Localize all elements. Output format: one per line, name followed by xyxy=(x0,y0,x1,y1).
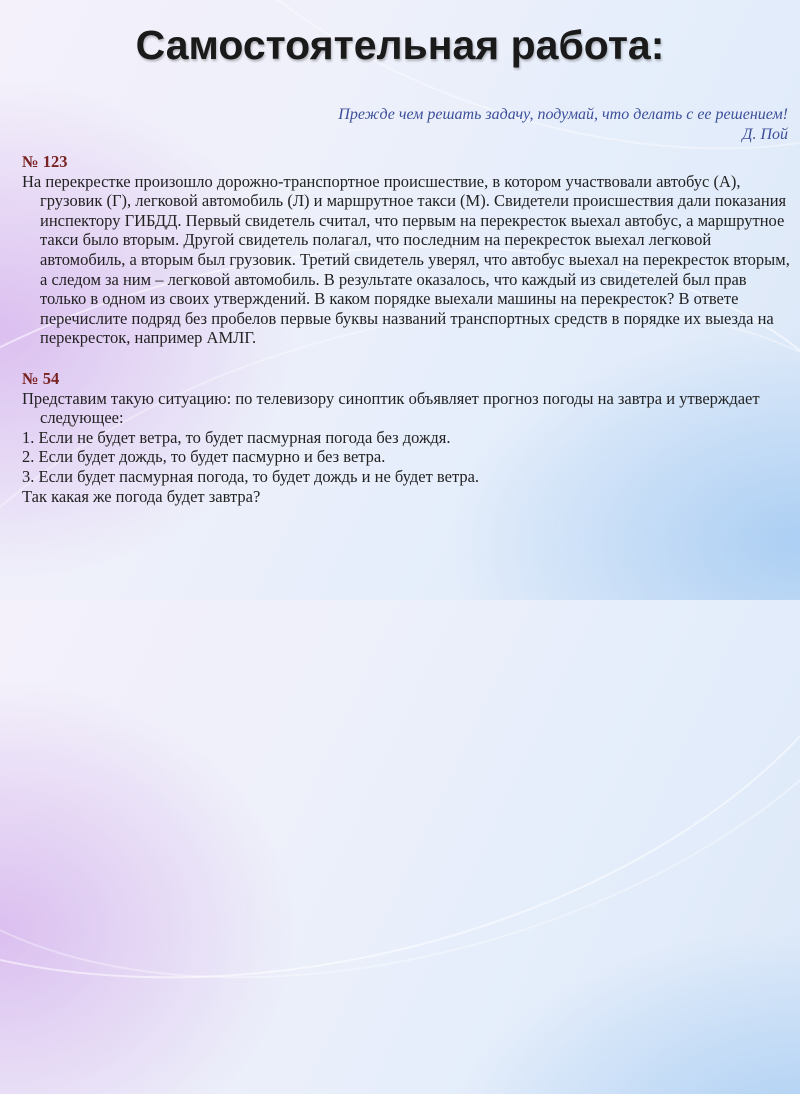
epigraph xyxy=(168,105,788,145)
task-intro: Представим такую ситуацию: по телевизору синоптик объявляет прогноз погоды на завтра и утверждает следующее: xyxy=(22,388,760,428)
task-number: № 123 xyxy=(22,152,68,171)
slide-title: Самостоятельная работа: xyxy=(135,22,665,68)
statement-3: 3. Если будет пасмурная погода, то будет дождь и не будет ветра. xyxy=(22,466,480,486)
slide-content xyxy=(22,152,792,506)
epigraph-author: Д. Пой xyxy=(742,126,788,143)
statement-2: 2. Если будет дождь, то будет пасмурно и без ветра. xyxy=(22,447,386,467)
task-123 xyxy=(22,152,792,348)
epigraph-quote: Прежде чем решать задачу, подумай, что делать с ее решением! xyxy=(338,106,788,123)
task-number: № 54 xyxy=(22,368,60,388)
task-text: На перекрестке произошло дорожно-транспортное происшествие, в котором участвовали автобус (А), грузовик (Г), легковой автомобиль (Л) и маршрутное такси (М). Свидетели происшествия дали показания инспектору ГИБДД. Первый свидетель считал, что первым на перекресток выехал автобус, а маршрутное такси было вторым. Другой свидетель полагал, что последним на перекресток выехал легковой автомобиль, а вторым был грузовик. Третий свидетель уверял, что автобус выехал на перекресток вторым, а следом за ним – легковой автомобиль. В результате оказалось, что каждый из свидетелей был прав только в одном из своих утверждений. В каком порядке выехали машины на перекресток? В ответе перечислите подряд без пробелов первые буквы названий транспортных средств в порядке их выезда на перекресток, например АМЛГ. xyxy=(22,171,790,348)
task-54 xyxy=(22,369,792,506)
spacer xyxy=(22,348,792,369)
statement-1: 1. Если не будет ветра, то будет пасмурная погода без дождя. xyxy=(22,427,451,447)
task-question: Так какая же погода будет завтра? xyxy=(22,486,261,506)
